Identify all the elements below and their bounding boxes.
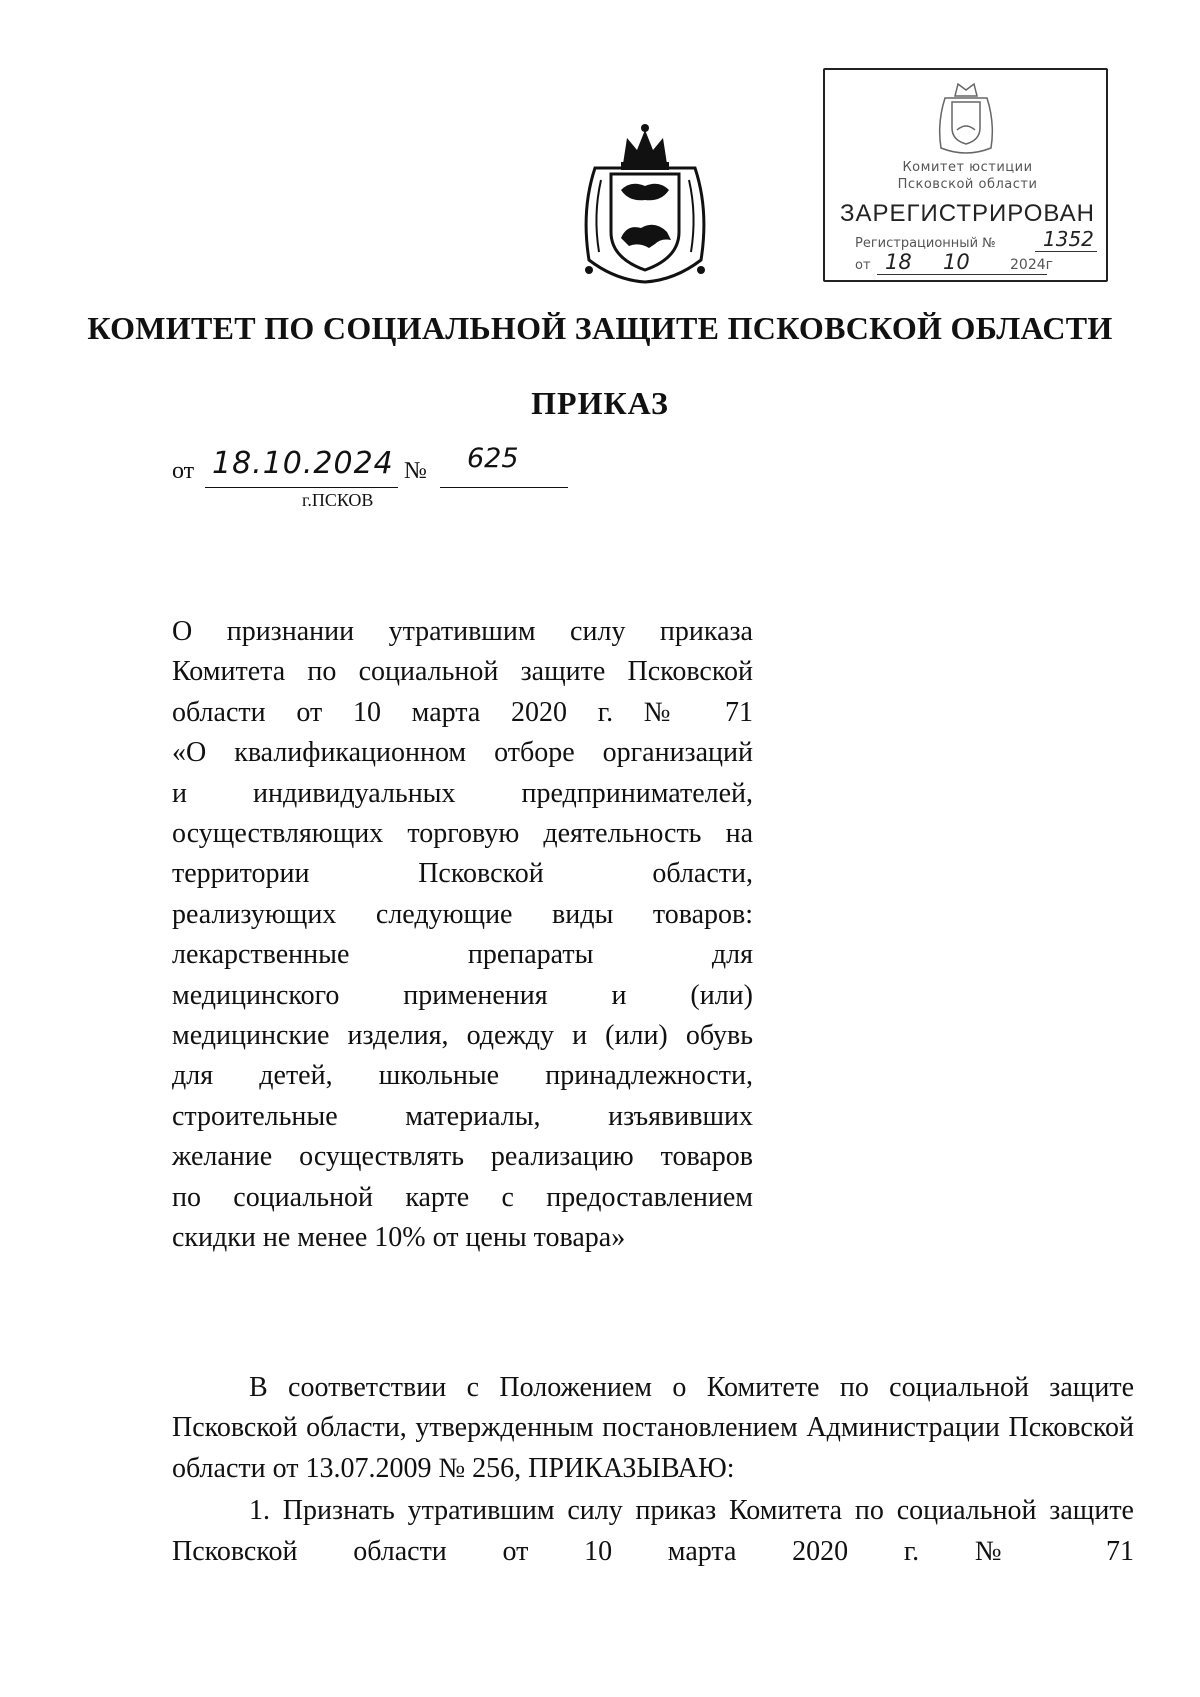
- subject-line: Комитета по социальной защите Псковской: [172, 656, 753, 688]
- subject-line: строительные материалы, изъявивших: [172, 1100, 753, 1132]
- stamp-reg-number: 1352: [1043, 227, 1094, 251]
- stamp-date-day: 18: [885, 250, 912, 274]
- subject-line: скидки не менее 10% от цены товара»: [172, 1222, 626, 1254]
- subject-line: желание осуществлять реализацию товаров: [172, 1141, 753, 1173]
- subject-line: территории Псковской области,: [172, 858, 753, 890]
- stamp-org-line1: Комитет юстиции: [902, 160, 1033, 175]
- stamp-emblem-icon: [935, 78, 997, 156]
- order-date: 18.10.2024: [212, 446, 394, 481]
- subject-line: О признании утратившим силу приказа: [172, 616, 753, 647]
- order-number-underline: [440, 487, 568, 488]
- subject-line: «О квалификационном отборе организаций: [172, 737, 753, 769]
- subject-line: осуществляющих торговую деятельность на: [172, 818, 753, 850]
- subject-line: реализующих следующие виды товаров:: [172, 898, 753, 930]
- stamp-date-year: 2024г: [1010, 257, 1053, 273]
- stamp-date-underline: [877, 274, 1047, 275]
- order-number-label: №: [404, 458, 427, 484]
- order-city: г.ПСКОВ: [302, 490, 374, 510]
- item-1-paragraph: 1. Признать утратившим силу приказ Комитета по социальной защите Псковской области от 10 марта 2020 г. № 71: [172, 1495, 1134, 1567]
- subject-line: и индивидуальных предпринимателей,: [172, 777, 753, 809]
- stamp-reg-underline: [1035, 251, 1097, 252]
- subject-line: медицинские изделия, одежду и (или) обувь: [172, 1020, 753, 1052]
- order-date-prefix: от: [172, 458, 195, 484]
- committee-title: КОМИТЕТ ПО СОЦИАЛЬНОЙ ЗАЩИТЕ ПСКОВСКОЙ ОБЛАСТИ: [87, 310, 1113, 346]
- subject-line: медицинского применения и (или): [172, 979, 753, 1011]
- preamble-paragraph: В соответствии с Положением о Комитете по социальной защите Псковской области, утвержденным постановлением Администрации Псковской области от 13.07.2009 № 256, ПРИКАЗЫВАЮ:: [172, 1372, 1134, 1484]
- subject-line: для детей, школьные принадлежности,: [172, 1060, 753, 1092]
- order-body: [172, 1368, 1134, 1572]
- order-subject: [172, 612, 753, 1259]
- stamp-reg-label: Регистрационный №: [855, 236, 996, 251]
- stamp-org-line2: Псковской области: [897, 177, 1038, 192]
- subject-line: области от 10 марта 2020 г. № 71: [172, 696, 753, 728]
- stamp-date-month: 10: [943, 250, 970, 274]
- stamp-date-label: от: [855, 258, 871, 273]
- document-type-title: ПРИКАЗ: [531, 385, 669, 421]
- subject-line: лекарственные препараты для: [172, 939, 753, 971]
- registration-stamp: [823, 68, 1108, 282]
- stamp-status: ЗАРЕГИСТРИРОВАН: [840, 200, 1095, 227]
- order-number: 625: [467, 443, 519, 474]
- order-date-underline: [205, 487, 398, 488]
- coat-of-arms-icon: [575, 120, 715, 285]
- subject-line: по социальной карте с предоставлением: [172, 1181, 753, 1213]
